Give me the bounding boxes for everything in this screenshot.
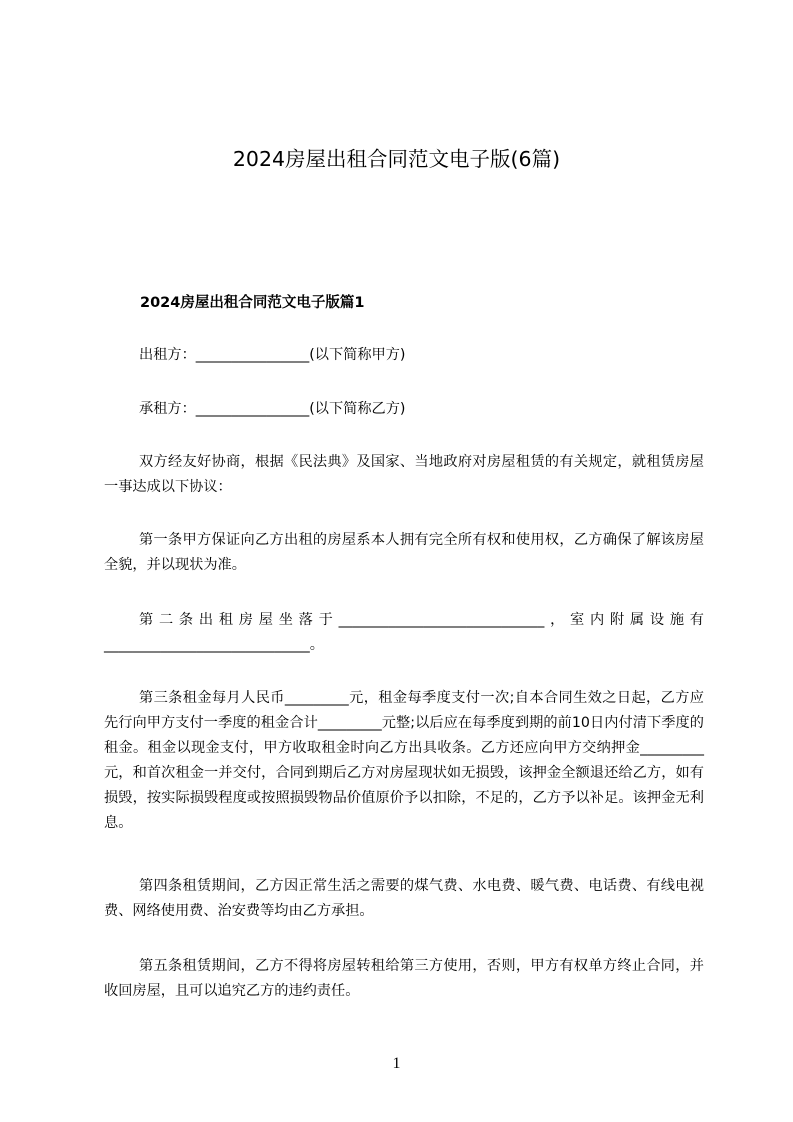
clause-3-paragraph: 第三条租金每月人民币_________元，租金每季度支付一次;自本合同生效之日起，乙方应先行向甲方支付一季度的租金合计_________元整;以后应在每季度到期的前10日内付清下季度的租金。租金以现金支付，甲方收取租金时向乙方出具收条。乙方还应向甲方交纳押金_________元，和首次租金一并交付，合同到期后乙方对房屋现状如无损毁，该押金全额退还给乙方，如有损毁，按实际损毁程度或按照损毁物品价值原价予以扣除，不足的，乙方予以补足。该押金无利息。	[104, 690, 704, 831]
document-title: 2024房屋出租合同范文电子版(6篇)	[232, 147, 561, 171]
clause-1-paragraph: 第一条甲方保证向乙方出租的房屋系本人拥有完全所有权和使用权，乙方确保了解该房屋全貌，并以现状为准。	[104, 532, 704, 573]
section-heading: 2024房屋出租合同范文电子版篇1	[140, 295, 365, 311]
lessor-line: 出租方：________________(以下简称甲方)	[139, 347, 406, 363]
lessee-line: 承租方：________________(以下简称乙方)	[139, 401, 406, 417]
intro-paragraph: 双方经友好协商，根据《民法典》及国家、当地政府对房屋租赁的有关规定，就租赁房屋一事达成以下协议：	[104, 454, 704, 495]
clause-2-paragraph: 第二条出租房屋坐落于_____________________________，室内附属设施有_____________________________。	[104, 612, 704, 653]
page-number: 1	[392, 1055, 401, 1072]
clause-4-paragraph: 第四条租赁期间，乙方因正常生活之需要的煤气费、水电费、暖气费、电话费、有线电视费、网络使用费、治安费等均由乙方承担。	[104, 878, 704, 919]
clause-5-paragraph: 第五条租赁期间，乙方不得将房屋转租给第三方使用，否则，甲方有权单方终止合同，并收回房屋，且可以追究乙方的违约责任。	[104, 958, 704, 999]
